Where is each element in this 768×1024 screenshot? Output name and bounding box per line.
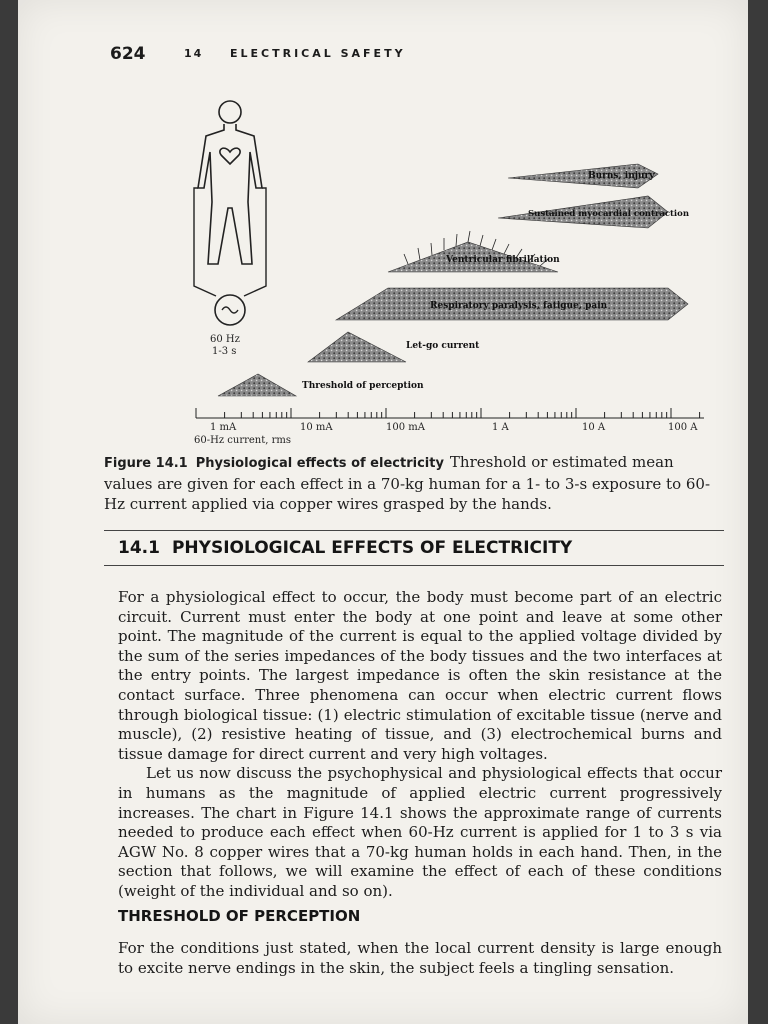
axis-tick-10ma: 10 mA: [300, 422, 333, 433]
caption-text: Threshold or estimated mean values are given for each effect in a 70-kg human for a 1- to 3-s exposure to 60-Hz current applied via copper wires grasped by the hands.: [104, 453, 711, 513]
effects-diagram: [168, 92, 708, 452]
band-perception: [218, 374, 296, 396]
source-frequency-label: 60 Hz: [210, 334, 240, 345]
band-let-go: [308, 332, 406, 362]
effect-label-perception: Threshold of perception: [302, 381, 424, 391]
page-number: 624: [110, 44, 146, 64]
axis-tick-100ma: 100 mA: [386, 422, 425, 433]
section-rule-top: [104, 530, 724, 531]
section-number: 14.1: [118, 538, 160, 558]
effect-label-respiratory: Respiratory paralysis, fatigue, pain: [430, 301, 608, 311]
paragraph: For the conditions just stated, when the local current density is large enough to excite nerve endings in the skin, the subject feels a tingling sensation.: [118, 939, 722, 977]
paragraph: Let us now discuss the psychophysical and physiological effects that occur in humans as the magnitude of applied electric current progressively increases. The chart in Figure 14.1 shows the approximate range of currents needed to produce each effect when 60-Hz current is applied for 1 to 3 s via AGW No. 8 copper wires that a 70-kg human holds in each hand. Then, in the section that follows, we will examine the effect of each of these conditions (weight of the individual and so on).: [118, 764, 722, 900]
subsection-body: [118, 938, 722, 978]
chapter-title: ELECTRICAL SAFETY: [230, 47, 406, 60]
circuit-wire-icon: [194, 188, 266, 296]
section-title: PHYSIOLOGICAL EFFECTS OF ELECTRICITY: [171, 538, 573, 558]
axis-tick-1ma: 1 mA: [210, 422, 237, 433]
section-rule-bottom: [104, 565, 724, 566]
section-heading: [118, 538, 718, 558]
current-axis: [196, 408, 704, 418]
book-page: [18, 0, 748, 1024]
subsection-heading: THRESHOLD OF PERCEPTION: [118, 907, 361, 925]
source-duration-label: 1-3 s: [212, 346, 237, 357]
axis-tick-10a: 10 A: [582, 422, 606, 433]
effect-label-let-go: Let-go current: [406, 341, 480, 351]
axis-tick-100a: 100 A: [668, 422, 698, 433]
running-header: [110, 44, 710, 68]
chapter-number: 14: [184, 47, 204, 60]
effect-label-burns: Burns, injury: [588, 171, 655, 181]
axis-label: 60-Hz current, rms: [194, 435, 292, 446]
figure-caption: [104, 452, 724, 514]
effect-label-fibrillation: Ventricular fibrillation: [446, 255, 560, 265]
effect-label-myocardial: Sustained myocardial contraction: [528, 209, 690, 219]
heart-icon: [220, 148, 240, 164]
axis-tick-1a: 1 A: [492, 422, 509, 433]
paragraph: For a physiological effect to occur, the body must become part of an electric circuit. Current must enter the body at one point and leave at some other point. The magnitude of the current is equal to the applied voltage divided by the sum of the series impedances of the body tissues and the two interfaces at the entry points. The largest impedance is often the skin resistance at the contact surface. Three phenomena can occur when electric current flows through biological tissue: (1) electric stimulation of excitable tissue (nerve and muscle), (2) resistive heating of tissue, and (3) electrochemical burns and tissue damage for direct current and very high voltages.: [118, 588, 722, 763]
caption-label: Figure 14.1: [104, 456, 188, 471]
ac-source-icon: [215, 295, 245, 325]
caption-title: Physiological effects of electricity: [195, 456, 444, 471]
human-figure-icon: [198, 101, 262, 264]
figure-14-1: [168, 92, 708, 452]
section-body: [118, 588, 722, 902]
